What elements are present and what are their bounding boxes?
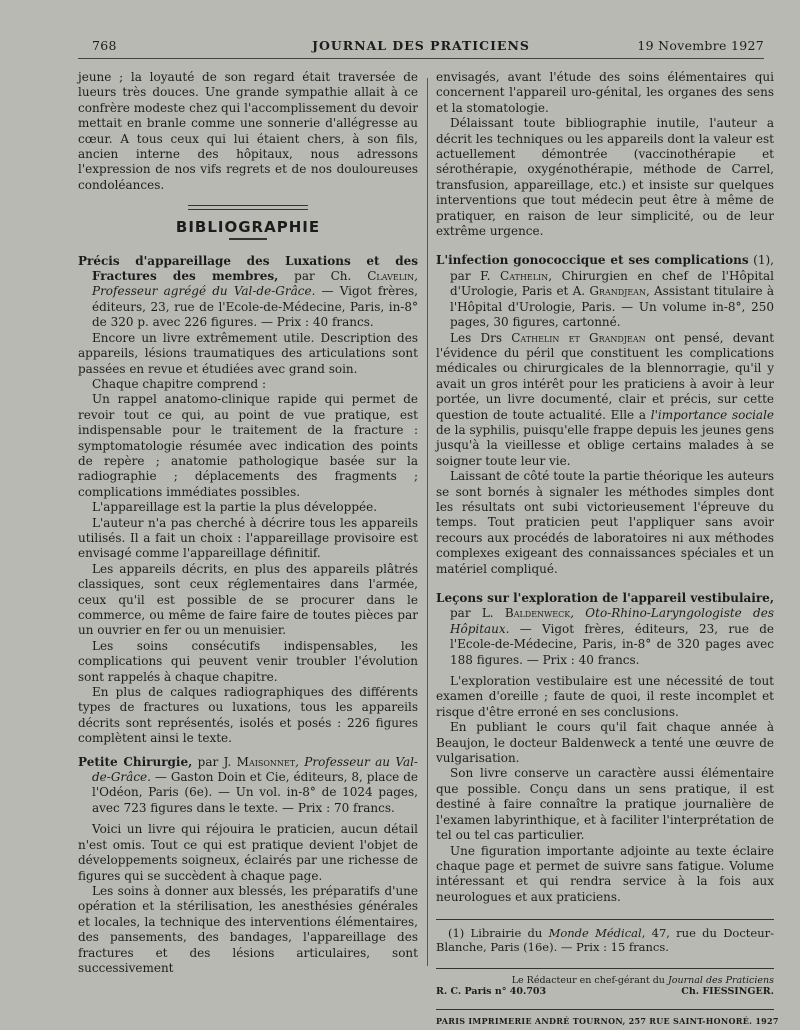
- author-role: , Chirurgien en chef de l'Hôpital d'Urologie, Paris et A.: [450, 268, 775, 299]
- title-underline: [229, 238, 267, 240]
- by-text: par J.: [192, 754, 237, 769]
- book-author: Cathelin: [500, 268, 549, 283]
- continued-paragraph: envisagés, avant l'étude des soins élémentaires qui concernent l'appareil uro-génital, les organes des sens et la stomatologie.: [436, 70, 774, 115]
- book-coauthor: Grandjean: [589, 284, 646, 299]
- review-paragraph: Voici un livre qui réjouira le praticien, aucun détail n'est omis. Tout ce qui est pratique devient l'objet de développements soigneux, éclairés par une richesse de figures qui se succèdent à chaque page.: [78, 822, 418, 883]
- review-infection-gonococcique: [436, 253, 774, 577]
- review-paragraph: L'appareillage est la partie la plus développée.: [92, 500, 378, 515]
- double-rule: [188, 205, 308, 210]
- book-author: Baldenweck: [504, 606, 571, 621]
- book-author: Maisonnet: [236, 754, 296, 769]
- page-number: 768: [92, 38, 117, 53]
- left-column: [78, 70, 418, 976]
- review-heading: [78, 755, 418, 817]
- footnote: [436, 926, 774, 954]
- by-text: par L.: [450, 606, 505, 621]
- printer-line: PARIS IMPRIMERIE ANDRÉ TOURNON, 257 RUE SAINT-HONORÉ. 1927: [436, 1009, 774, 1029]
- author-role: , Professeur agrégé du Val-de-Grâce.: [92, 269, 418, 299]
- issue-date: 19 Novembre 1927: [637, 38, 764, 53]
- obituary-ending: jeune ; la loyauté de son regard était traversée de lueurs très douces. Une grande sympathie allait à ce confrère modeste chez qui l'accomplissement du devoir mettait en branle comme une sonnerie d'allégresse au cœur. A tous ceux qui lui étaient chers, à son fils, ancien interne des hôpitaux, nous adressons l'expression de nos vifs regrets et de nos douloureuses condoléances.: [78, 70, 418, 192]
- review-appareil-vestibulaire: [436, 591, 774, 905]
- review-paragraph: L'auteur n'a pas cherché à décrire tous les appareils utilisés. Il a fait un choix : l'appareillage provisoire est envisagé comme l'appareillage définitif.: [78, 515, 418, 561]
- registry-number: R. C. Paris n° 40.703: [436, 986, 547, 998]
- review-precis-appareillage: [78, 254, 418, 747]
- book-title: L'infection gonococcique et ses complications: [436, 253, 749, 268]
- review-paragraph: Un rappel anatomo-clinique rapide qui permet de revoir tout ce qui, au point de vue pratique, est indispensable pour le traitement de la fracture : symptomatologie résumée avec indication des points de repère ; anatomie pathologique basée sur la radiographie ; déplacements des fragments ; complications immédiates possibles.: [78, 392, 418, 499]
- text-run: (1) Librairie du: [448, 926, 549, 941]
- column-divider: [427, 78, 428, 966]
- footnote-ref: (1),: [748, 253, 774, 268]
- text-run: Les Drs: [450, 330, 512, 345]
- review-paragraph: [436, 331, 774, 470]
- author-role: , Professeur au Val-de-Grâce.: [92, 754, 418, 785]
- review-paragraph: En publiant le cours qu'il fait chaque année à Beaujon, le docteur Baldenweck a tenté une œuvre de vulgarisation.: [436, 720, 774, 766]
- editor-name: Ch. FIESSINGER.: [681, 986, 774, 998]
- text-run: , 47, rue du Docteur-Blanche, Paris (16e). — Prix : 15 francs.: [436, 926, 774, 955]
- book-author: Clavelin: [367, 269, 415, 284]
- publisher-info: — Vigot frères, éditeurs, 23, rue de l'Ecole-de-Médecine, Paris, in-8° de 320 p. avec 226 figures. — Prix : 40 francs.: [92, 284, 418, 330]
- review-paragraph: Encore un livre extrêmement utile. Description des appareils, lésions traumatiques des articulations sont passées en revue et étudiées avec grand soin.: [78, 330, 418, 376]
- emphasis: Monde Médical: [548, 926, 642, 941]
- publisher-info: — Vigot frères, éditeurs, 23, rue de l'Ecole-de-Médecine, Paris, in-8° de 320 pages avec 188 figures. — Prix : 40 francs.: [450, 621, 774, 667]
- editor-block: [436, 968, 774, 999]
- review-paragraph: En plus de calques radiographiques des différents types de fractures ou luxations, tous les appareils décrits sont représentés, isolés et posés : 226 figures complètent ainsi le texte.: [78, 685, 418, 746]
- review-petite-chirurgie: [78, 755, 418, 977]
- text-run: ont pensé, devant l'évidence du péril que constituent les complications médicales ou chirurgicales de la blennorragie, qu'il y avait un gros intérêt pour les praticiens à avoir à leur portée, un livre documenté, clair et précis, sur cette question de toute actualité. Elle a: [436, 330, 775, 422]
- review-paragraph: L'exploration vestibulaire est une nécessité de tout examen d'oreille ; faute de quoi, il reste incomplet et risque d'être erroné en ses conclusions.: [436, 674, 774, 719]
- review-paragraph: Chaque chapitre comprend :: [92, 376, 267, 391]
- review-paragraph: Laissant de côté toute la partie théorique les auteurs se sont bornés à signaler les méthodes simples dont les résultats ont subi victorieusement l'épreuve du temps. Tout praticien peut l'appliquer sans avoir recours aux procédés de laboratoires ni aux méthodes complexes exigeant des connaissances spéciales et un matériel compliqué.: [436, 469, 774, 576]
- review-paragraph: Son livre conserve un caractère aussi élémentaire que possible. Conçu dans un sens pratique, il est destiné à faire connaître la pratique journalière de l'examen labyrinthique, et à faciliter l'interprétation de tel ou tel cas particulier.: [436, 766, 774, 843]
- coauthor-role: , Assistant titulaire à l'Hôpital d'Urologie, Paris. — Un volume in-8°, 250 pages, 30 figures, cartonné.: [450, 284, 775, 330]
- review-paragraph: Les appareils décrits, en plus des appareils plâtrés classiques, sont ceux réglementaires dans l'armée, ceux qu'il est possible de se procurer dans le commerce, ou même de faire faire de toutes pièces par un ouvrier en fer ou un menuisier.: [78, 561, 418, 638]
- book-title: Petite Chirurgie,: [78, 754, 193, 769]
- review-paragraph: Délaissant toute bibliographie inutile, l'auteur a décrit les techniques ou les appareils dont la valeur est actuellement démontrée (vaccinothérapie et sérothérapie, oxygénothérapie, méthode de Carrel, transfusion, appareillage, etc.) et insiste sur quelques interventions que tout médecin peut être à même de pratiquer, en raison de leur simplicité, ou de leur extrême urgence.: [436, 116, 774, 239]
- review-paragraph: Les soins à donner aux blessés, les préparatifs d'une opération et la stérilisation, les anesthésies générales et locales, la technique des interventions élémentaires, des pansements, des bandages, l'appareillage des fractures et des lésions articulaires, sont successivement: [78, 883, 418, 975]
- book-title: Précis d'appareillage des Luxations et des Fractures des membres,: [78, 253, 418, 284]
- review-heading: [78, 254, 418, 331]
- review-heading: [436, 253, 774, 330]
- editor-line: [436, 975, 774, 986]
- author-role: , Oto-Rhino-Laryngologiste des Hôpitaux.: [450, 606, 774, 636]
- right-column: [436, 70, 779, 1030]
- section-title: BIBLIOGRAPHIE: [175, 218, 321, 237]
- review-heading: [436, 591, 774, 668]
- emphasis: l'importance sociale: [650, 407, 775, 422]
- text-run: de la syphilis, puisqu'elle frappe depuis les jeunes gens jusqu'à la vieillesse et oblige certains malades à se soigner toute leur vie.: [436, 422, 774, 468]
- footnote-rule: [436, 919, 774, 920]
- emphasis: Journal des Praticiens: [667, 975, 774, 987]
- author-names: Cathelin et Grandjean: [511, 330, 646, 345]
- journal-title: JOURNAL DES PRATICIENS: [312, 38, 530, 53]
- review-paragraph: Les soins consécutifs indispensables, les complications qui peuvent venir troubler l'évolution sont rappelés à chaque chapitre.: [78, 638, 418, 684]
- book-title: Leçons sur l'exploration de l'appareil vestibulaire,: [436, 591, 774, 605]
- by-text: par F.: [450, 268, 501, 283]
- running-header: [78, 36, 764, 59]
- review-paragraph: Une figuration importante adjointe au texte éclaire chaque page et permet de suivre sans fatigue. Volume intéressant et qui rendra service à la fois aux neurologues et aux praticiens.: [436, 843, 774, 904]
- publisher-info: — Gaston Doin et Cie, éditeurs, 8, place de l'Odéon, Paris (6e). — Un vol. in-8° de 1024 pages, avec 723 figures dans le texte. — Prix : 70 francs.: [92, 770, 418, 815]
- by-text: par Ch.: [278, 269, 368, 284]
- text-run: Le Rédacteur en chef-gérant du: [511, 975, 668, 987]
